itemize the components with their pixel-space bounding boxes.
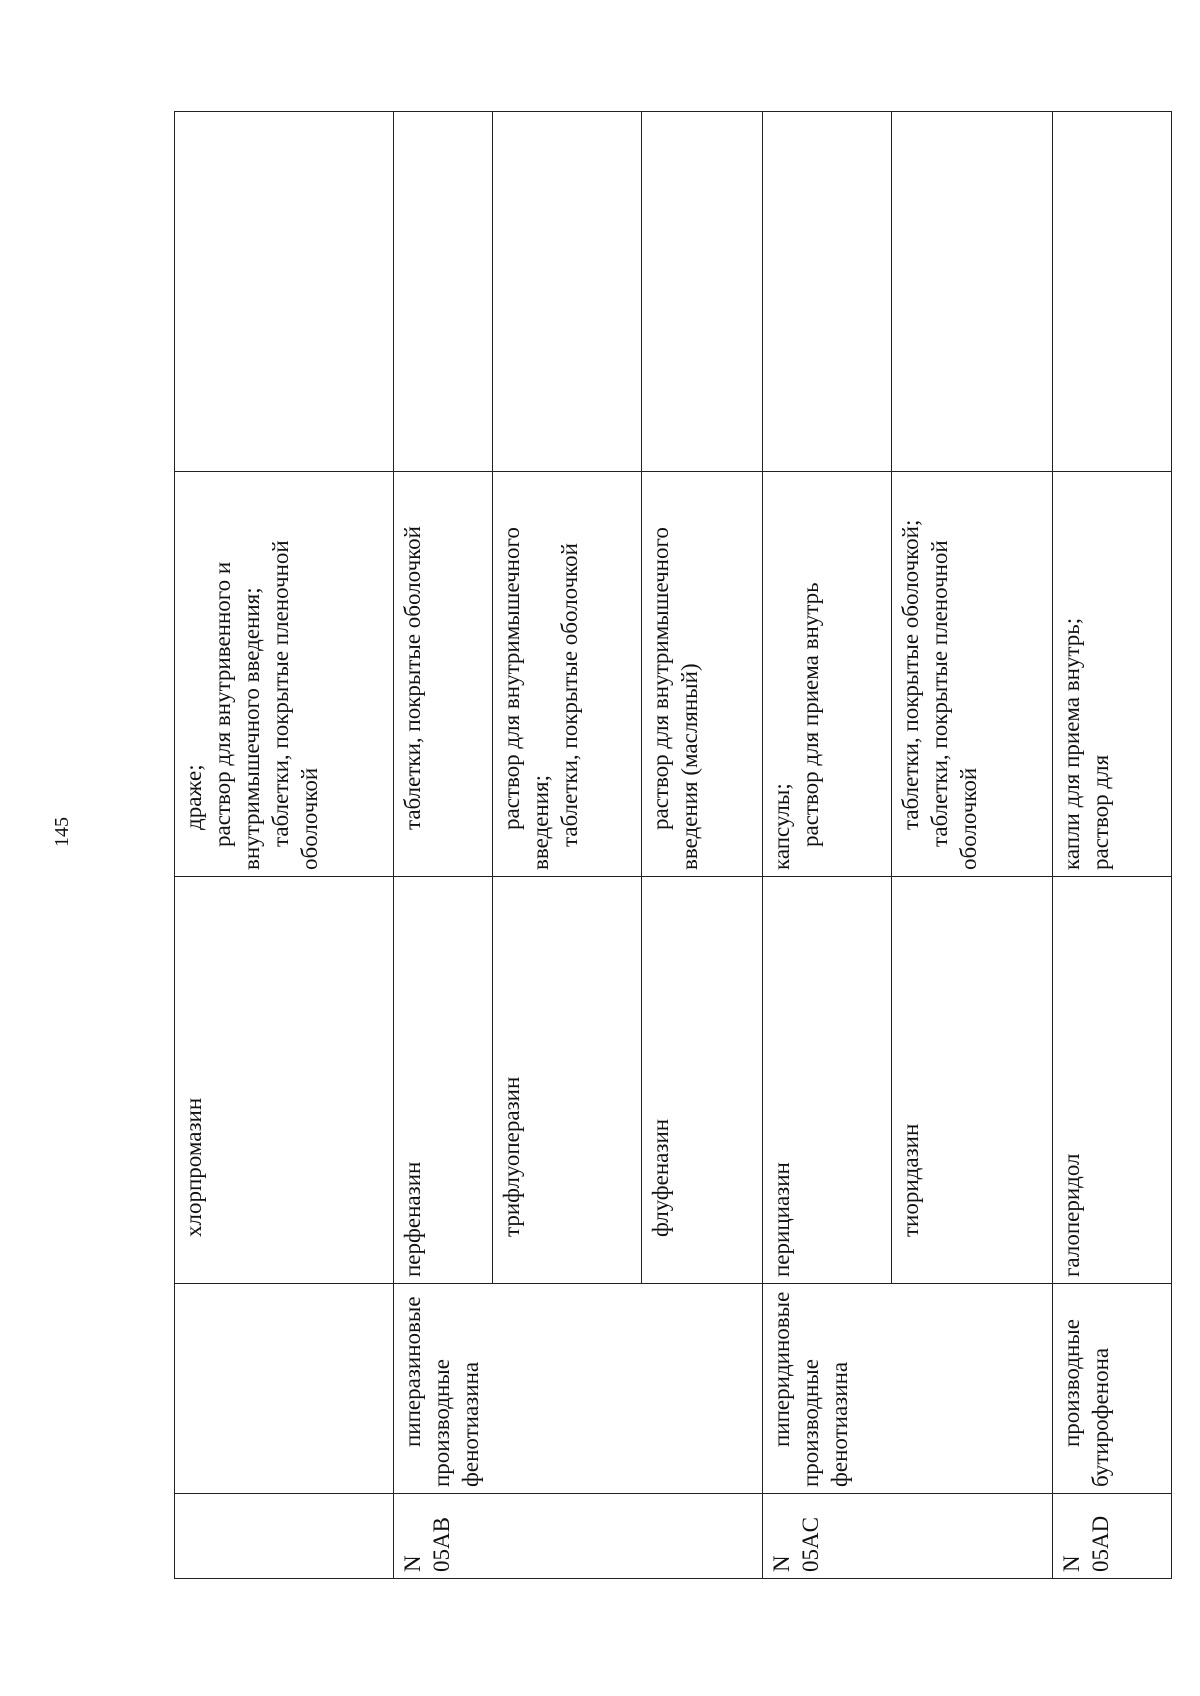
group-cell: пиперидиновые производные фенотиазина: [763, 1284, 1053, 1494]
table-row: [175, 112, 394, 1579]
drug-name-cell: перициазин: [763, 877, 892, 1284]
dosage-form-cell: таблетки, покрытые оболочкой; таблетки, покрытые пленочной оболочкой: [892, 472, 1053, 877]
note-cell: [1053, 112, 1172, 472]
group-cell: [175, 1284, 394, 1494]
drug-name-cell: галоперидол: [1053, 877, 1172, 1284]
drug-name-cell: перфеназин: [394, 877, 493, 1284]
note-cell: [493, 112, 642, 472]
drug-name-cell: тиоридазин: [892, 877, 1053, 1284]
drug-table-rotated: [174, 112, 1113, 1579]
atc-code-cell: [175, 1494, 394, 1579]
note-cell: [394, 112, 493, 472]
dosage-form-cell: раствор для внутримышечного введения; таблетки, покрытые оболочкой: [493, 472, 642, 877]
note-cell: [642, 112, 763, 472]
table-row: [763, 112, 892, 1579]
note-cell: [175, 112, 394, 472]
dosage-form-cell: раствор для внутримышечного введения (масляный): [642, 472, 763, 877]
dosage-form-cell: капсулы; раствор для приема внутрь: [763, 472, 892, 877]
page-number: 145: [51, 817, 73, 847]
drug-name-cell: хлорпромазин: [175, 877, 394, 1284]
table-row: [1053, 112, 1172, 1579]
atc-code-cell: N 05AB: [394, 1494, 763, 1579]
group-cell: пиперазиновые производные фенотиазина: [394, 1284, 763, 1494]
group-cell: производные бутирофенона: [1053, 1284, 1172, 1494]
dosage-form-cell: капли для приема внутрь; раствор для: [1053, 472, 1172, 877]
note-cell: [763, 112, 892, 472]
dosage-form-cell: таблетки, покрытые оболочкой: [394, 472, 493, 877]
drug-name-cell: флуфеназин: [642, 877, 763, 1284]
table-row: [394, 112, 493, 1579]
atc-code-cell: N 05AC: [763, 1494, 1053, 1579]
drug-table: [174, 111, 1172, 1579]
dosage-form-cell: драже; раствор для внутривенного и внутримышечного введения; таблетки, покрытые пленочной оболочкой: [175, 472, 394, 877]
drug-name-cell: трифлуоперазин: [493, 877, 642, 1284]
note-cell: [892, 112, 1053, 472]
atc-code-cell: N 05AD: [1053, 1494, 1172, 1579]
